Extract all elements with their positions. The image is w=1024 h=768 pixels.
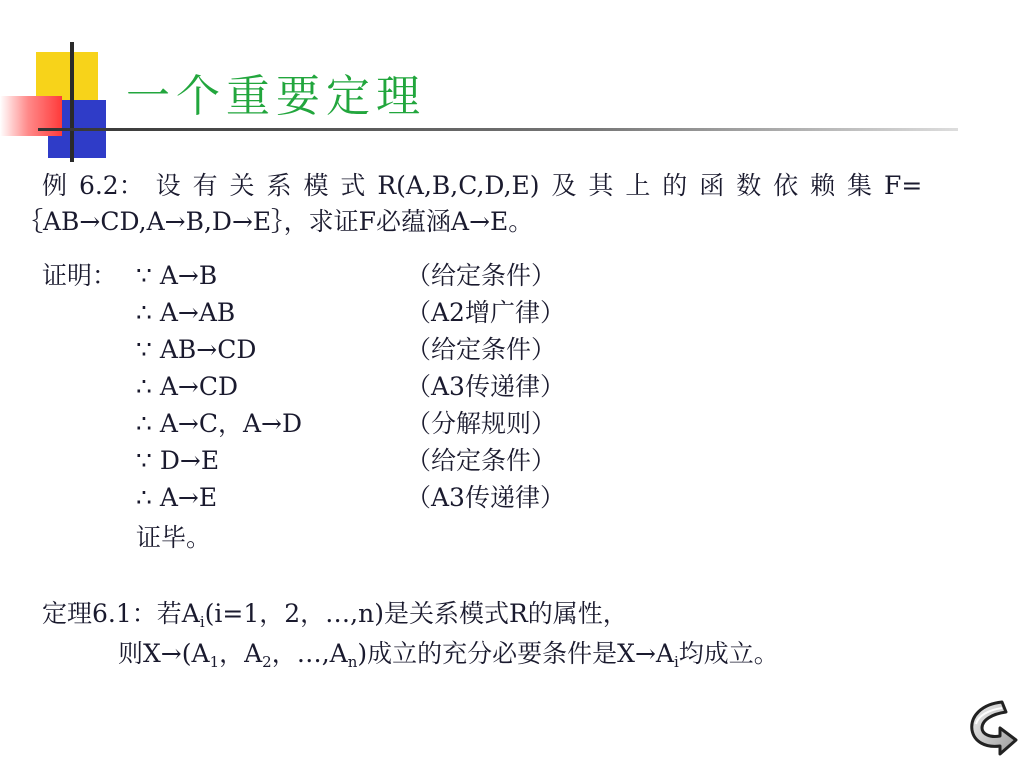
theorem-text: 则X→(A [118, 639, 210, 668]
theorem-text: 定理6.1：若A [42, 599, 200, 628]
theorem-line-2 [118, 636, 779, 672]
decor-vertical-line [70, 42, 74, 162]
proof-statement: ∵ D→E [136, 446, 220, 475]
theorem-line-1 [42, 596, 628, 632]
proof-statement: ∴ A→AB [136, 298, 236, 327]
subscript: i [199, 613, 205, 631]
theorem-text: 均成立。 [678, 639, 779, 668]
proof-reason: （A3传递律） [406, 483, 565, 512]
theorem-text: ，A [219, 639, 263, 668]
subscript: i [673, 653, 679, 671]
proof-label: 证明： [42, 261, 118, 290]
slide-title: 一个重要定理 [126, 71, 426, 122]
back-arrow-icon[interactable] [962, 696, 1018, 758]
subscript: 2 [262, 653, 272, 671]
proof-reason: （A2增广律） [406, 298, 565, 327]
proof-statement: ∴ A→C，A→D [136, 409, 303, 438]
proof-statement: ∴ A→E [136, 483, 218, 512]
theorem-text: )成立的充分必要条件是X→A [357, 639, 674, 668]
subscript: 1 [209, 653, 220, 671]
example-line-1: 例 6.2： 设 有 关 系 模 式 R(A,B,C,D,E) 及 其 上 的 函 数 依 赖 集 F= [42, 171, 923, 200]
proof-statement: ∵ AB→CD [136, 335, 257, 364]
theorem-text: ，…,A [271, 639, 348, 668]
proof-statement: ∵ A→B [136, 261, 218, 290]
proof-reason: （分解规则） [406, 409, 557, 438]
theorem-text: (i=1，2，…,n)是关系模式R的属性， [204, 599, 628, 628]
proof-end: 证毕。 [136, 523, 212, 552]
example-line-2: ｛AB→CD,A→B,D→E｝，求证F必蕴涵A→E。 [18, 207, 534, 236]
proof-reason: （给定条件） [406, 446, 557, 475]
proof-statement: ∴ A→CD [136, 372, 239, 401]
title-underline [38, 128, 958, 131]
proof-reason: （给定条件） [406, 335, 557, 364]
proof-reason: （给定条件） [406, 261, 557, 290]
subscript: n [347, 653, 358, 671]
proof-reason: （A3传递律） [406, 372, 565, 401]
